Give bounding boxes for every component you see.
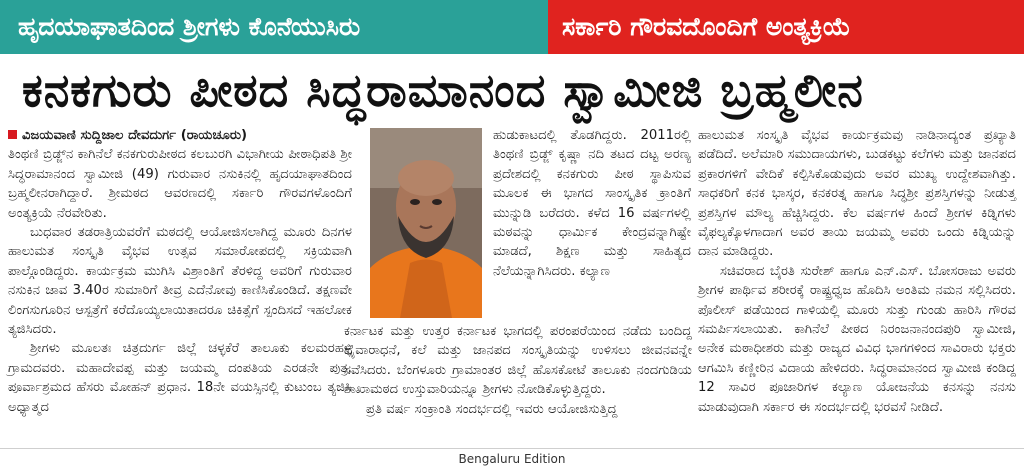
kicker-left-text: ಹೃದಯಾಘಾತದಿಂದ ಶ್ರೀಗಳು ಕೊನೆಯುಸಿರು xyxy=(18,12,361,41)
kicker-left xyxy=(0,0,548,54)
swamiji-photo xyxy=(370,128,482,318)
byline xyxy=(8,126,352,145)
edition-label: Bengaluru Edition xyxy=(458,452,566,466)
byline-text: ವಿಜಯವಾಣಿ ಸುದ್ದಿಜಾಲ ದೇವದುರ್ಗ (ರಾಯಚೂರು) xyxy=(22,128,248,143)
bullet-square-icon xyxy=(8,130,17,139)
kicker-right xyxy=(548,0,1024,54)
article-column-2 xyxy=(493,126,691,281)
portrait-icon xyxy=(370,128,482,318)
kicker-right-text: ಸರ್ಕಾರಿ ಗೌರವದೊಂದಿಗೆ ಅಂತ್ಯಕ್ರಿಯೆ xyxy=(562,12,851,41)
paragraph: ಪ್ರತಿ ವರ್ಷ ಸಂಕ್ರಾಂತಿ ಸಂದರ್ಭದಲ್ಲಿ ಇವರು ಆಯೋಜಿಸುತ್ತಿದ್ದ xyxy=(366,401,618,417)
paragraph: ಕರ್ನಾಟಕ ಮತ್ತು ಉತ್ತರ ಕರ್ನಾಟಕ ಭಾಗದಲ್ಲಿ ಪರಂಪರೆಯಿಂದ ನಡೆದು ಬಂದಿದ್ದ ದೈವಾರಾಧನೆ, ಕಲೆ ಮತ್ತು ಜಾನಪದ ಸಂಸ್ಕೃತಿಯನ್ನು ಉಳಿಸಲು ಜೀವನವನ್ನೇ ಸವೆಸಿದರು. ಬೆಂಗಳೂರು ಗ್ರಾಮಾಂತರ ಜಿಲ್ಲೆ ಹೊಸಕೋಟೆ ತಾಲೂಕು ನಂದಗುಡಿಯ ಶಾಖಾಮಠದ ಉಸ್ತುವಾರಿಯನ್ನೂ ಶ್ರೀಗಳು ನೋಡಿಕೊಳ್ಳುತ್ತಿದ್ದರು. xyxy=(344,324,692,398)
article-column-1 xyxy=(8,126,352,417)
paragraph: ಬುಧವಾರ ತಡರಾತ್ರಿಯವರೆಗೆ ಮಠದಲ್ಲಿ ಆಯೋಜಿಸಲಾಗಿದ್ದ ಮೂರು ದಿನಗಳ ಹಾಲುಮತ ಸಂಸ್ಕೃತಿ ವೈಭವ ಉತ್ಸವ ಸಮಾರೋಪದಲ್ಲಿ ಸಕ್ರಿಯವಾಗಿ ಪಾಲ್ಗೊಂಡಿದ್ದರು. ಕಾರ್ಯಕ್ರಮ ಮುಗಿಸಿ ವಿಶ್ರಾಂತಿಗೆ ತೆರಳಿದ್ದ ಅವರಿಗೆ ಗುರುವಾರ ನಸುಕಿನ ಜಾವ 3.40ರ ಸುಮಾರಿಗೆ ತೀವ್ರ ಎದೆನೋವು ಕಾಣಿಸಿಕೊಂಡಿದೆ. ತಕ್ಷಣವೇ ಲಿಂಗಸುಗೂರಿನ ಆಸ್ಪತ್ರೆಗೆ ಕರೆದೊಯ್ಯಲಾಯಿತಾದರೂ ಚಿಕಿತ್ಸೆಗೆ ಸ್ಪಂದಿಸದೆ ಇಹಲೋಕ ತ್ಯಜಿಸಿದರು. xyxy=(8,225,352,338)
paragraph: ಹುಡುಕಾಟದಲ್ಲಿ ತೊಡಗಿದ್ದರು. 2011ರಲ್ಲಿ ತಿಂಥಣಿ ಬ್ರಿಡ್ಜ್ ಕೃಷ್ಣಾ ನದಿ ತಟದ ದಟ್ಟ ಅರಣ್ಯ ಪ್ರದೇಶದಲ್ಲಿ ಕನಕಗುರು ಪೀಠ ಸ್ಥಾಪಿಸುವ ಮೂಲಕ ಈ ಭಾಗದ ಸಾಂಸ್ಕೃತಿಕ ಕ್ರಾಂತಿಗೆ ಮುನ್ನುಡಿ ಬರೆದರು. ಕಳೆದ 16 ವರ್ಷಗಳಲ್ಲಿ ಮಠವನ್ನು ಧಾರ್ಮಿಕ ಕೇಂದ್ರವನ್ನಾಗಿಷ್ಟೇ ಮಾಡದೆ, ಶಿಕ್ಷಣ ಮತ್ತು ಸಾಹಿತ್ಯದ ನೆಲೆಯನ್ನಾಗಿಸಿದರು. ಕಲ್ಯಾಣ xyxy=(493,128,691,279)
headline: ಕನಕಗುರು ಪೀಠದ ಸಿದ್ಧರಾಮಾನಂದ ಸ್ವಾಮೀಜಿ ಬ್ರಹ್ಮಲೀನ xyxy=(22,63,864,117)
paragraph: ತಿಂಥಣಿ ಬ್ರಿಡ್ಜ್‌ನ ಕಾಗಿನೆಲೆ ಕನಕಗುರುಪೀಠದ ಕಲಬುರಗಿ ವಿಭಾಗೀಯ ಪೀಠಾಧಿಪತಿ ಶ್ರೀ ಸಿದ್ಧರಾಮಾನಂದ ಸ್ವಾಮೀಜಿ (49) ಗುರುವಾರ ನಸುಕಿನಲ್ಲಿ ಹೃದಯಾಘಾತದಿಂದ ಬ್ರಹ್ಮಲೀನರಾಗಿದ್ದಾರೆ. ಶ್ರೀಮಠದ ಆವರಣದಲ್ಲಿ ಸರ್ಕಾರಿ ಗೌರವಗಳೊಂದಿಗೆ ಅಂತ್ಯಕ್ರಿಯೆ ನೆರವೇರಿತು. xyxy=(8,147,352,221)
paragraph: ಹಾಲುಮತ ಸಂಸ್ಕೃತಿ ವೈಭವ ಕಾರ್ಯಕ್ರಮವು ನಾಡಿನಾದ್ಯಂತ ಪ್ರಖ್ಯಾತಿ ಪಡೆದಿದೆ. ಅಲೆಮಾರಿ ಸಮುದಾಯಗಳು, ಬುಡಕಟ್ಟು ಕಲೆಗಳು ಮತ್ತು ಜಾನಪದ ಪ್ರಕಾರಗಳಿಗೆ ವೇದಿಕೆ ಕಲ್ಪಿಸಿಕೊಡುವುದು ಅವರ ಮುಖ್ಯ ಉದ್ದೇಶವಾಗಿತ್ತು. ಸಾಧಕರಿಗೆ ಕನಕ ಭಾಸ್ಕರ, ಕನಕರತ್ನ ಹಾಗೂ ಸಿದ್ಧಶ್ರೀ ಪ್ರಶಸ್ತಿಗಳನ್ನು ನೀಡುತ್ತ ಪ್ರಶಸ್ತಿಗಳ ಮೌಲ್ಯ ಹೆಚ್ಚಿಸಿದ್ದರು. ಕೆಲ ವರ್ಷಗಳ ಹಿಂದೆ ಶ್ರೀಗಳ ಕಿಡ್ನಿಗಳು ವೈಫಲ್ಯಕ್ಕೊಳಗಾದಾಗ ಅವರ ತಾಯಿ ಜಯಮ್ಮ ಅವರು ಒಂದು ಕಿಡ್ನಿಯನ್ನು ದಾನ ಮಾಡಿದ್ದರು. xyxy=(698,128,1016,260)
paragraph: ಶ್ರೀಗಳು ಮೂಲತಃ ಚಿತ್ರದುರ್ಗ ಜಿಲ್ಲೆ ಚಳ್ಳಕೆರೆ ತಾಲೂಕು ಕಲಮರಹಳ್ಳಿ ಗ್ರಾಮದವರು. ಮಹಾದೇವಪ್ಪ ಮತ್ತು ಜಯಮ್ಮ ದಂಪತಿಯ ಎರಡನೇ ಪುತ್ರ. ಪೂರ್ವಾಶ್ರಮದ ಹೆಸರು ಮೋಹನ್ ಪ್ರಧಾನ. 18ನೇ ವಯಸ್ಸಿನಲ್ಲಿ ಕುಟುಂಬ ತ್ಯಜಿಸಿ ಅಧ್ಯಾತ್ಮದ xyxy=(8,341,352,415)
footer-divider xyxy=(0,448,1024,449)
paragraph: ಸಚಿವರಾದ ಬೈರತಿ ಸುರೇಶ್ ಹಾಗೂ ಎನ್.ಎಸ್. ಬೋಸರಾಜು ಅವರು ಶ್ರೀಗಳ ಪಾರ್ಥಿವ ಶರೀರಕ್ಕೆ ರಾಷ್ಟ್ರಧ್ವಜ ಹೊದಿಸಿ ಅಂತಿಮ ನಮನ ಸಲ್ಲಿಸಿದರು. ಪೊಲೀಸ್ ಪಡೆಯಿಂದ ಗಾಳಿಯಲ್ಲಿ ಮೂರು ಸುತ್ತು ಗುಂಡು ಹಾರಿಸಿ ಗೌರವ ಸಮರ್ಪಿಸಲಾಯಿತು. ಕಾಗಿನೆಲೆ ಪೀಠದ ನಿರಂಜನಾನಂದಪುರಿ ಸ್ವಾಮೀಜಿ, ಅನೇಕ ಮಠಾಧೀಶರು ಮತ್ತು ರಾಜ್ಯದ ವಿವಿಧ ಭಾಗಗಳಿಂದ ಸಾವಿರಾರು ಭಕ್ತರು ಆಗಮಿಸಿ ಕಣ್ಣೀರಿನ ವಿದಾಯ ಹೇಳಿದರು. ಸಿದ್ಧರಾಮಾನಂದ ಸ್ವಾಮೀಜಿ ಕಂಡಿದ್ದ 12 ಸಾವಿರ ಪೂಜಾರಿಗಳ ಕಲ್ಯಾಣ ಯೋಜನೆಯ ಕನಸನ್ನು ನನಸು ಮಾಡುವುದಾಗಿ ಸರ್ಕಾರ ಈ ಸಂದರ್ಭದಲ್ಲಿ ಭರವಸೆ ನೀಡಿದೆ. xyxy=(698,263,1016,415)
article-column-2-wide xyxy=(344,322,692,419)
article-column-3 xyxy=(698,126,1016,417)
